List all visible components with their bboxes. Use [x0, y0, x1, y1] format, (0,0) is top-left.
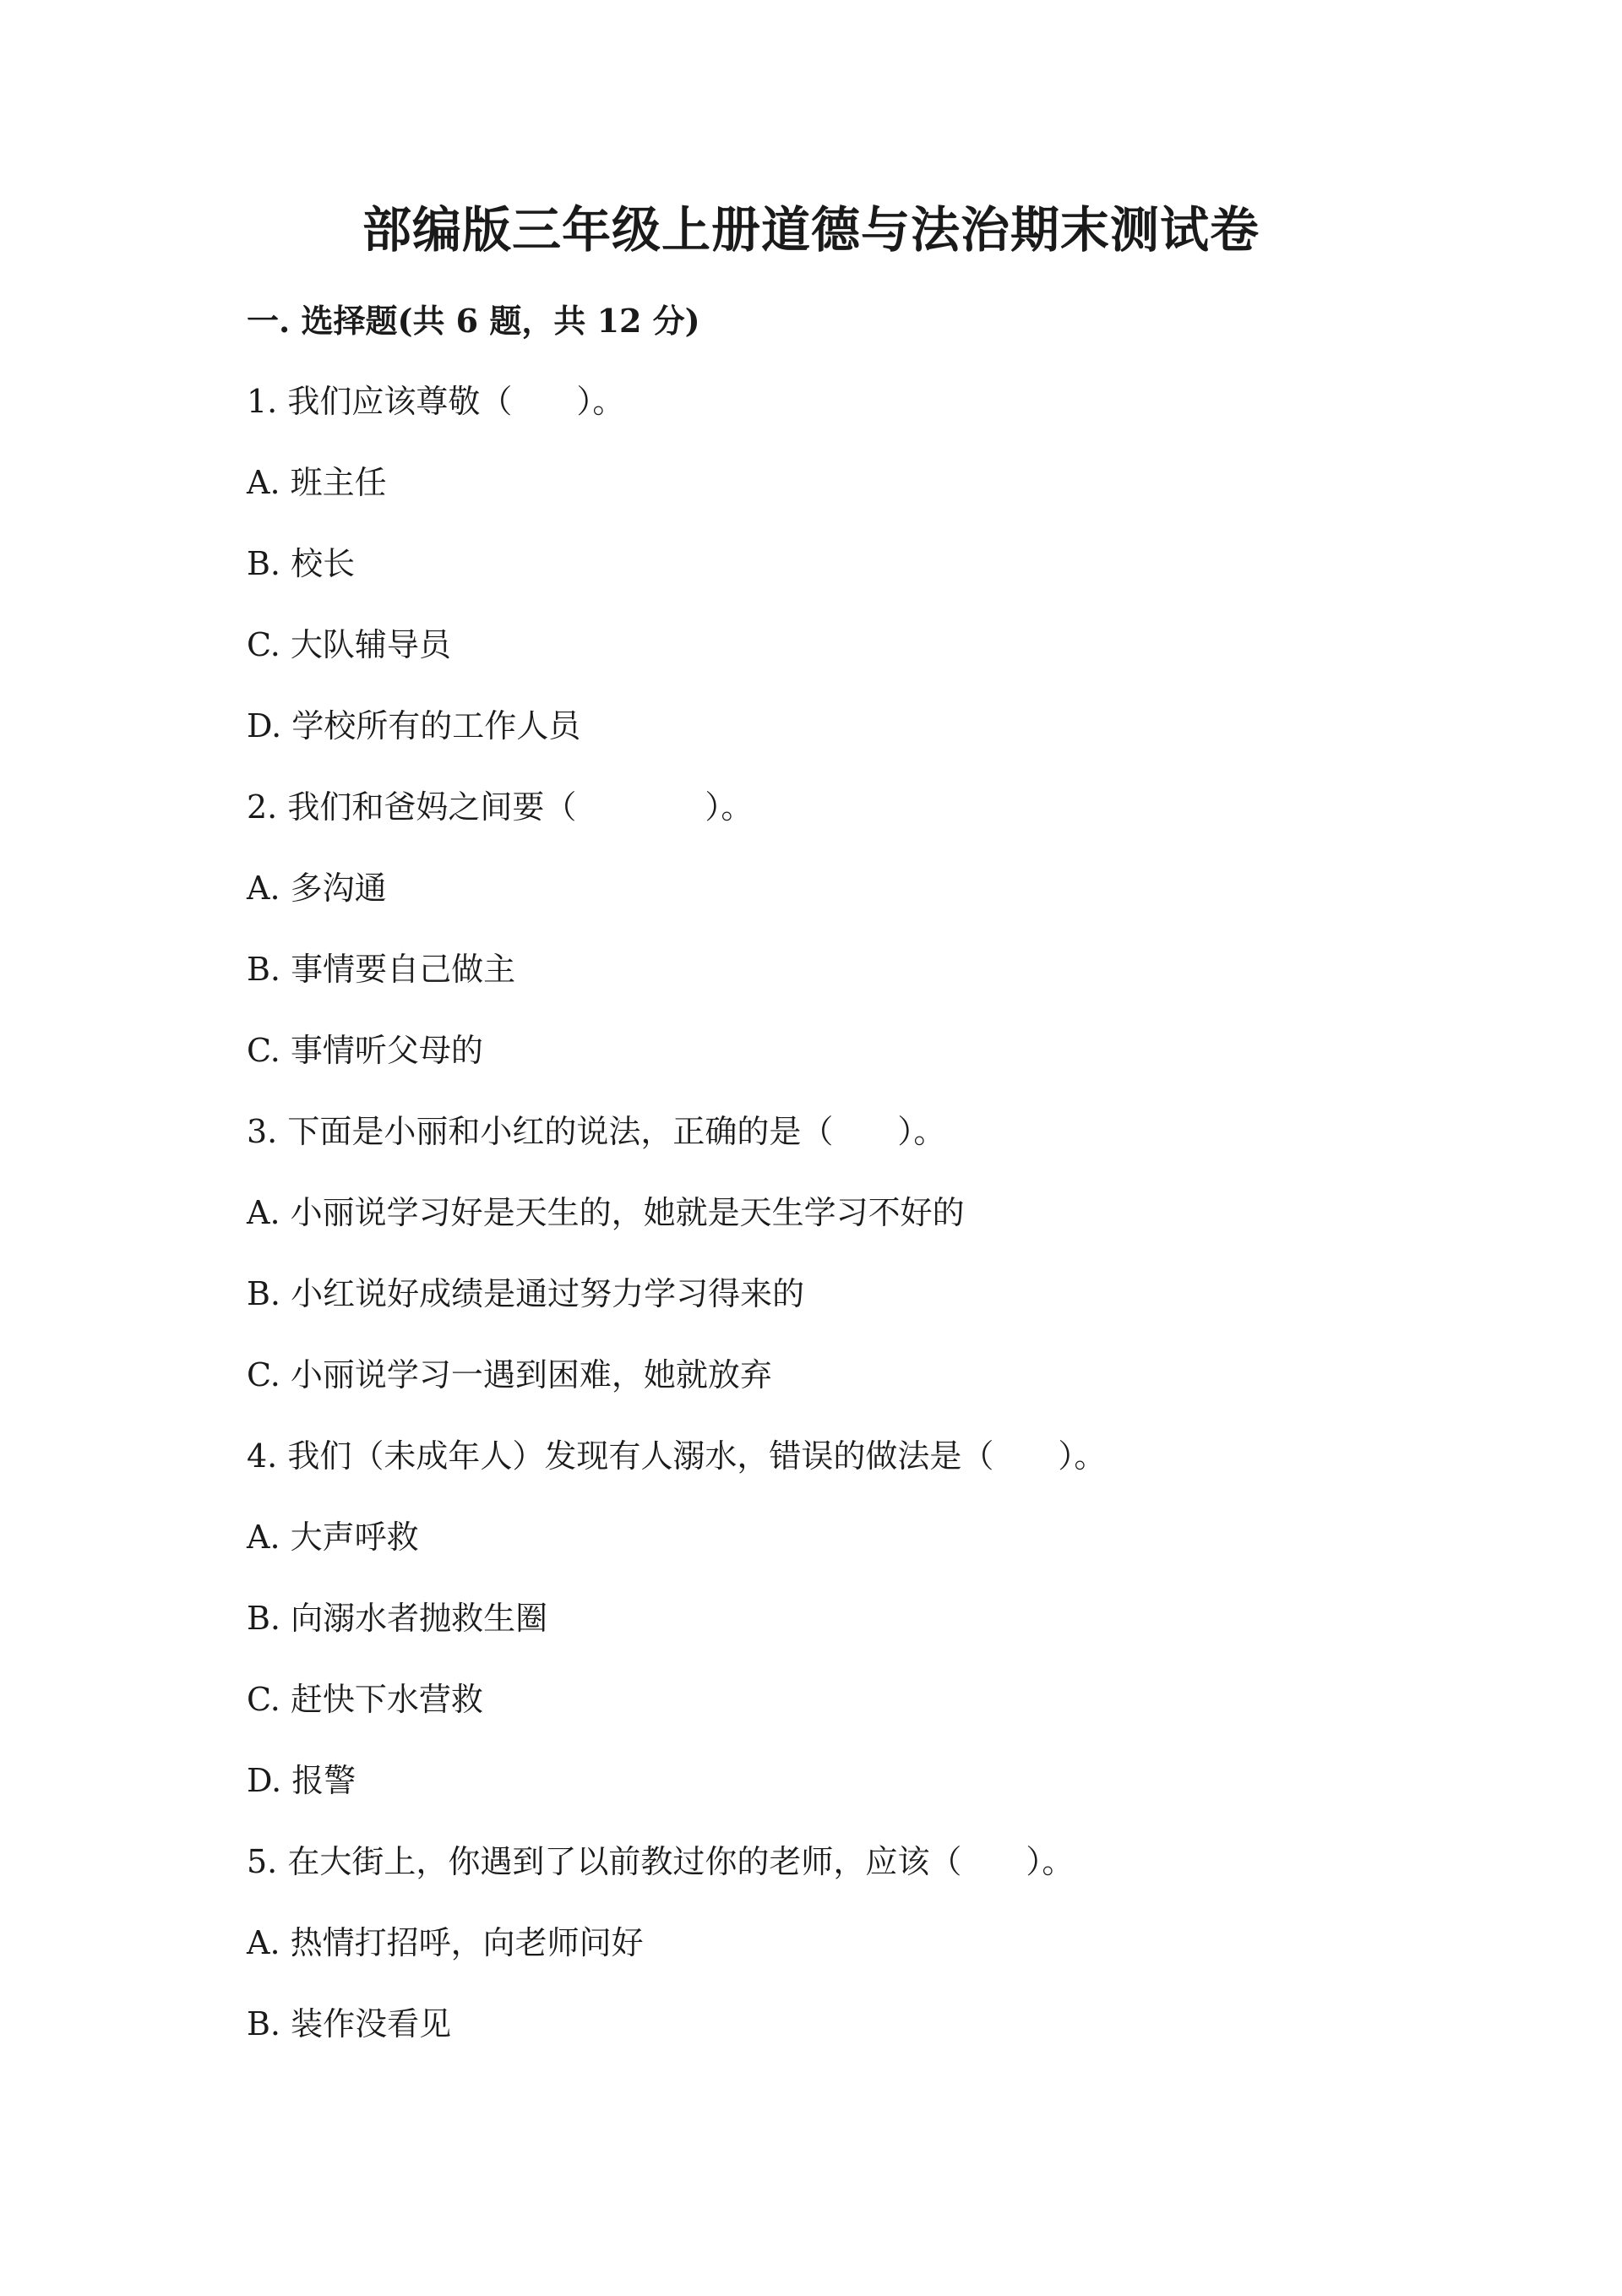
page-title: 部编版三年级上册道德与法治期末测试卷 [362, 201, 1260, 259]
option-c: C. 事情听父母的 [247, 1032, 483, 1069]
question-2 [247, 783, 1514, 1108]
option-a: A. 小丽说学习好是天生的，她就是天生学习不好的 [247, 1194, 965, 1231]
option-b: B. 事情要自己做主 [247, 951, 516, 988]
section-heading: 一. 选择题(共 6 题，共 12 分) [247, 302, 700, 340]
option-c: C. 大队辅导员 [247, 626, 451, 663]
question-list [247, 378, 1514, 2081]
question-1 [247, 378, 1514, 783]
option-d: D. 报警 [247, 1762, 357, 1799]
question-stem: 3. 下面是小丽和小红的说法，正确的是（ ）。 [247, 1113, 946, 1150]
question-stem: 2. 我们和爸妈之间要（ ）。 [247, 788, 754, 826]
option-a: A. 班主任 [247, 464, 387, 501]
question-stem: 5. 在大街上，你遇到了以前教过你的老师，应该（ ）。 [247, 1843, 1075, 1880]
option-a: A. 热情打招呼，向老师问好 [247, 1924, 644, 1961]
question-3 [247, 1108, 1514, 1432]
question-4 [247, 1432, 1514, 1838]
option-c: C. 小丽说学习一遇到困难，她就放弃 [247, 1356, 772, 1393]
option-b: B. 小红说好成绩是通过努力学习得来的 [247, 1275, 805, 1312]
question-5 [247, 1838, 1514, 2081]
option-a: A. 多沟通 [247, 870, 387, 907]
option-c: C. 赶快下水营救 [247, 1681, 483, 1718]
option-b: B. 校长 [247, 545, 356, 582]
option-d: D. 学校所有的工作人员 [247, 707, 581, 744]
option-b: B. 装作没看见 [247, 2005, 452, 2042]
option-a: A. 大声呼救 [247, 1519, 419, 1556]
question-stem: 1. 我们应该尊敬（ ）。 [247, 383, 625, 420]
question-stem: 4. 我们（未成年人）发现有人溺水，错误的做法是（ ）。 [247, 1437, 1107, 1475]
option-b: B. 向溺水者抛救生圈 [247, 1600, 548, 1637]
